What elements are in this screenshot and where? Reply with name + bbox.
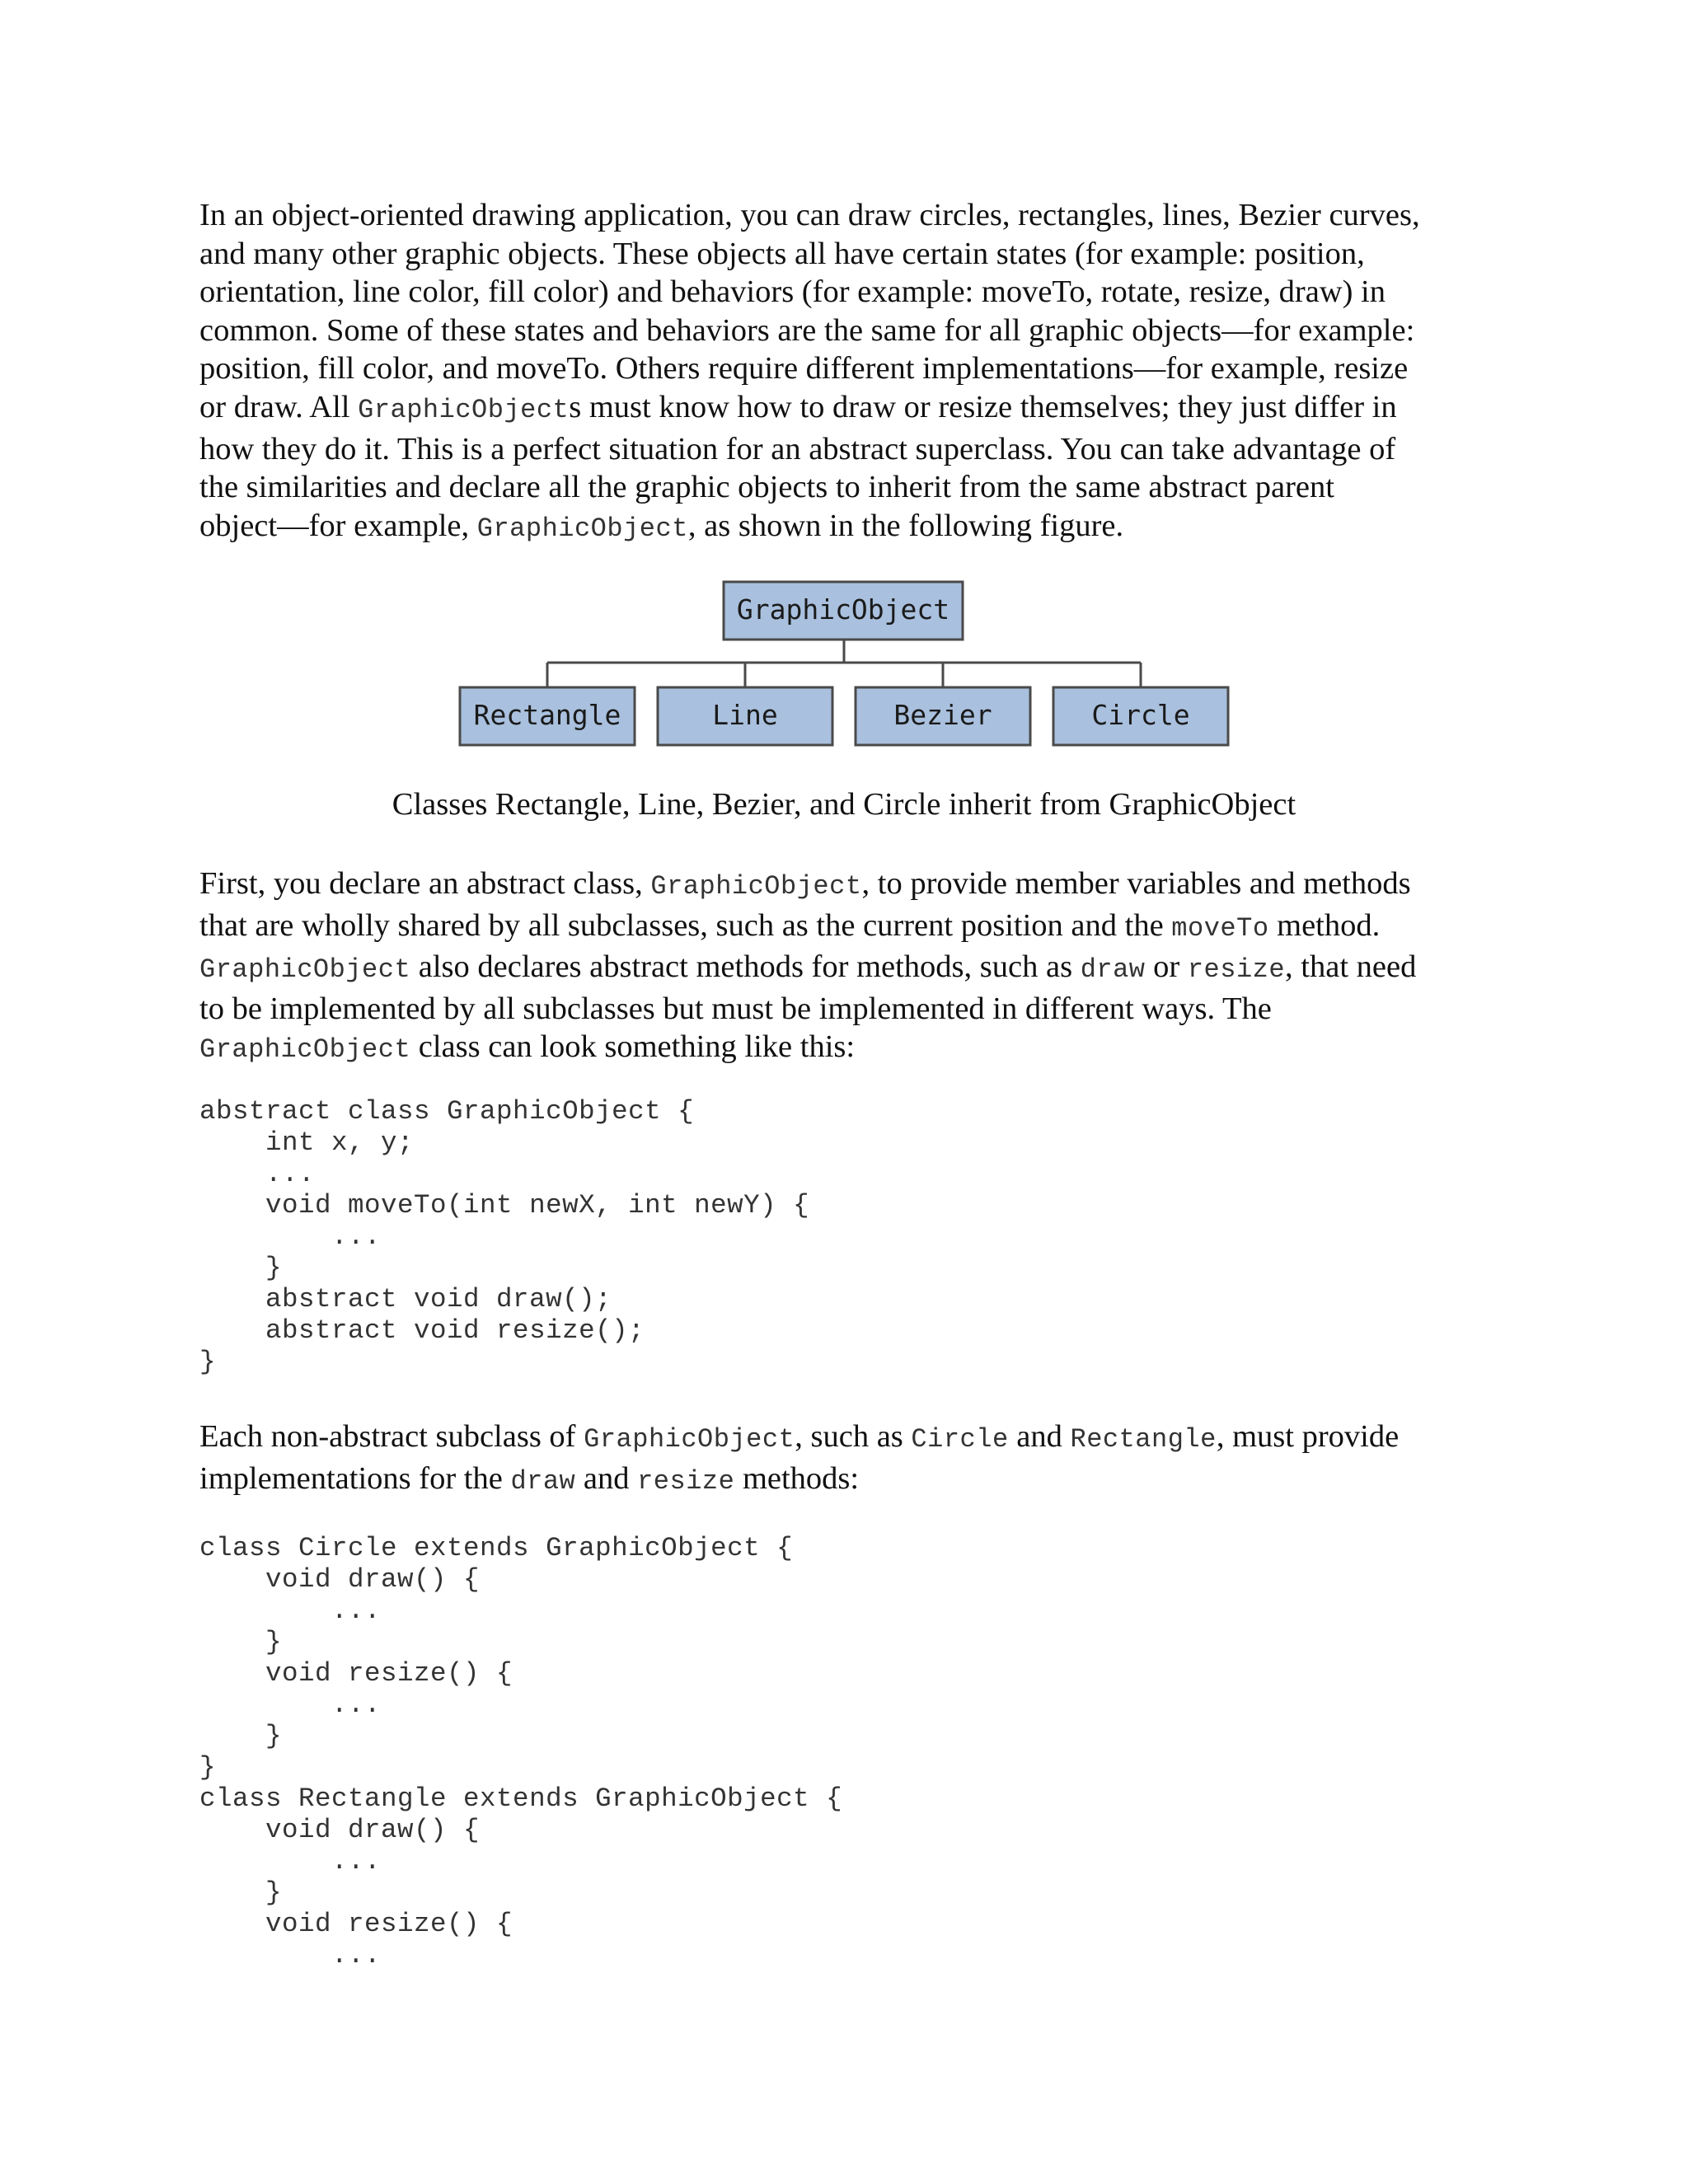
code-line: void draw() { bbox=[199, 1815, 481, 1845]
inline-code: GraphicObject bbox=[199, 954, 411, 986]
intro-line: common. Some of these states and behaviors are the same for all graphic objects—for example: bbox=[199, 312, 1415, 348]
code-line: abstract void resize(); bbox=[199, 1315, 645, 1346]
inline-code: GraphicObject bbox=[584, 1424, 795, 1455]
hierarchy-diagram bbox=[0, 0, 1688, 775]
intro-line: or draw. All GraphicObjects must know how to draw or resize themselves; they just differ in bbox=[199, 389, 1397, 425]
figure-caption: Classes Rectangle, Line, Bezier, and Circle inherit from GraphicObject bbox=[392, 787, 1296, 822]
code-line: void resize() { bbox=[199, 1658, 513, 1689]
class-label: Line bbox=[712, 699, 778, 731]
code-block-subclasses bbox=[199, 1533, 842, 1971]
intro-line: the similarities and declare all the graphic objects to inherit from the same abstract parent bbox=[199, 470, 1334, 505]
code-line: } bbox=[199, 1721, 283, 1751]
code-line: ... bbox=[199, 1596, 382, 1626]
inline-code: Rectangle bbox=[1070, 1424, 1217, 1455]
paragraph-line: GraphicObject class can look something like this: bbox=[199, 1029, 856, 1066]
class-label: Circle bbox=[1091, 699, 1190, 731]
inline-code: GraphicObject bbox=[199, 1034, 411, 1066]
intro-line: object—for example, GraphicObject, as shown in the following figure. bbox=[199, 508, 1124, 544]
inline-code: GraphicObject bbox=[476, 513, 688, 544]
intro-line: and many other graphic objects. These objects all have certain states (for example: position, bbox=[199, 236, 1365, 271]
paragraph-line: GraphicObject also declares abstract methods for methods, such as draw or resize, that need bbox=[199, 949, 1417, 986]
code-block-graphicobject bbox=[199, 1096, 809, 1378]
code-line: int x, y; bbox=[199, 1127, 415, 1158]
intro-line: In an object-oriented drawing application, you can draw circles, rectangles, lines, Bezier curves, bbox=[199, 198, 1420, 232]
inline-code: resize bbox=[1187, 954, 1286, 986]
code-line: } bbox=[199, 1627, 283, 1657]
class-box-bezier bbox=[856, 687, 1030, 745]
intro-line: orientation, line color, fill color) and behaviors (for example: moveTo, rotate, resize, draw) in bbox=[199, 274, 1386, 310]
code-line: } bbox=[199, 1347, 217, 1377]
code-line: void resize() { bbox=[199, 1909, 513, 1939]
paragraph-subclasses bbox=[199, 1418, 1485, 1501]
inline-code: draw bbox=[1080, 954, 1146, 986]
code-line: } bbox=[199, 1253, 283, 1283]
class-label: Rectangle bbox=[473, 699, 621, 731]
code-line: ... bbox=[199, 1221, 382, 1252]
code-line: void moveTo(int newX, int newY) { bbox=[199, 1190, 810, 1221]
inline-code: GraphicObject bbox=[358, 394, 570, 425]
code-line: } bbox=[199, 1752, 217, 1783]
class-box-graphicobject bbox=[724, 582, 963, 640]
paragraph-abstract-class bbox=[199, 865, 1485, 1070]
code-line: abstract class GraphicObject { bbox=[199, 1096, 695, 1127]
code-line: ... bbox=[199, 1846, 382, 1877]
paragraph-line: that are wholly shared by all subclasses, such as the current position and the moveTo method. bbox=[199, 907, 1381, 944]
class-label: GraphicObject bbox=[736, 593, 950, 626]
paragraph-line: to be implemented by all subclasses but must be implemented in different ways. The bbox=[199, 991, 1272, 1026]
class-label: Bezier bbox=[893, 699, 992, 731]
inline-code: resize bbox=[637, 1465, 735, 1497]
code-line: class Rectangle extends GraphicObject { bbox=[199, 1783, 843, 1814]
paragraph-line: First, you declare an abstract class, GraphicObject, to provide member variables and methods bbox=[199, 866, 1411, 902]
code-line: } bbox=[199, 1877, 283, 1908]
paragraph-line: implementations for the draw and resize methods: bbox=[199, 1460, 860, 1497]
code-line: class Circle extends GraphicObject { bbox=[199, 1533, 794, 1563]
code-line: ... bbox=[199, 1159, 316, 1189]
code-line: void draw() { bbox=[199, 1564, 481, 1595]
code-line: abstract void draw(); bbox=[199, 1284, 612, 1315]
intro-line: position, fill color, and moveTo. Others require different implementations—for example, resize bbox=[199, 351, 1409, 387]
inline-code: Circle bbox=[911, 1424, 1009, 1455]
class-box-line bbox=[658, 687, 832, 745]
code-line: ... bbox=[199, 1940, 382, 1971]
paragraph-line: Each non-abstract subclass of GraphicObject, such as Circle and Rectangle, must provide bbox=[199, 1419, 1400, 1455]
intro-line: how they do it. This is a perfect situation for an abstract superclass. You can take advantage of bbox=[199, 431, 1396, 466]
connector-lines bbox=[547, 640, 1141, 687]
inline-code: GraphicObject bbox=[650, 871, 862, 902]
class-box-rectangle bbox=[460, 687, 635, 745]
code-line: ... bbox=[199, 1690, 382, 1720]
inline-code: draw bbox=[510, 1465, 576, 1497]
class-hierarchy-figure bbox=[0, 0, 1688, 775]
inline-code: moveTo bbox=[1171, 912, 1269, 944]
class-box-circle bbox=[1053, 687, 1228, 745]
